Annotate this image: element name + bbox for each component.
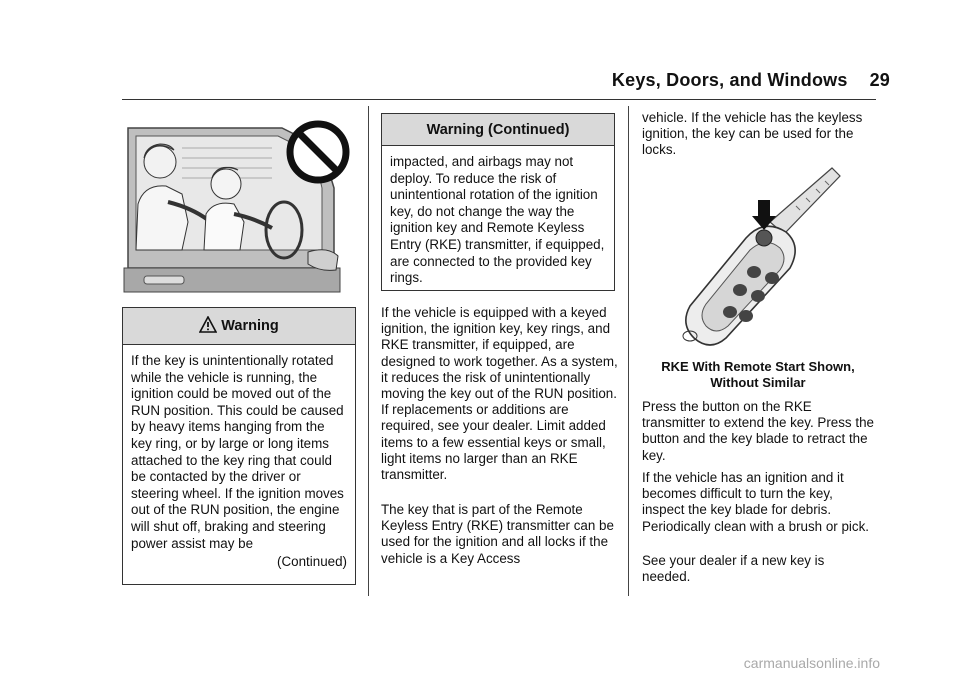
continued-label: (Continued) xyxy=(277,554,347,570)
section-title: Keys, Doors, and Windows xyxy=(611,70,848,90)
warning-header xyxy=(123,308,355,345)
caption-line-2: Without Similar xyxy=(710,375,806,391)
warning-triangle-icon xyxy=(199,316,217,337)
child-in-car-illustration xyxy=(122,118,354,296)
header-rule xyxy=(122,99,876,100)
rke-key-fob-illustration xyxy=(660,160,860,360)
column-divider-1 xyxy=(368,106,369,596)
figure-caption xyxy=(640,359,876,392)
warning-continued-header: Warning (Continued) xyxy=(382,114,614,146)
column-divider-2 xyxy=(628,106,629,596)
caption-line-1: RKE With Remote Start Shown, xyxy=(661,359,855,374)
page-number: 29 xyxy=(869,70,890,90)
extend-key-paragraph: Press the button on the RKE transmitter to extend the key. Press the button and the key blade to retract the key. xyxy=(642,399,874,463)
debris-paragraph: If the vehicle has an ignition and it becomes difficult to turn the key, inspect the key blade for debris. Periodically clean with a brush or pick. xyxy=(642,470,870,534)
dealer-paragraph: See your dealer if a new key is needed. xyxy=(642,553,825,585)
warning-body: If the key is unintentionally rotated while the vehicle is running, the ignition could be moved out of the RUN position. This could be caused by heavy items hanging from the key ring, or by large or long items attached to the key ring that could be contacted by the driver or steering wheel. If the ignition moves out of the RUN position, the engine will shut off, braking and steering power assist may be xyxy=(131,353,344,551)
page-header xyxy=(560,70,890,91)
warning-continued-box xyxy=(381,113,615,291)
warning-box xyxy=(122,307,356,585)
prohibition-icon xyxy=(290,124,346,180)
warning-title: Warning xyxy=(221,318,279,334)
warning-continued-body: impacted, and airbags may not deploy. To reduce the risk of unintentional rotation of the ignition key, do not change the way the ignition key and Remote Keyless Entry (RKE) transmitter, if equipped, are connected to the provided key rings. xyxy=(390,154,605,286)
watermark: carmanualsonline.info xyxy=(743,655,880,671)
rke-key-paragraph: The key that is part of the Remote Keyless Entry (RKE) transmitter can be used for the ignition and all locks if the vehicle is a Key Access xyxy=(381,502,614,566)
keyless-ignition-paragraph: vehicle. If the vehicle has the keyless ignition, the key can be used for the locks. xyxy=(642,110,863,158)
keyed-ignition-paragraph: If the vehicle is equipped with a keyed ignition, the ignition key, key rings, and RKE transmitter, if equipped, are designed to work together. As a system, it reduces the risk of unintentionally moving the key out of the RUN position. If replacements or additions are required, see your dealer. Limit added items to a few essential keys or small, light items no larger than an RKE transmitter. xyxy=(381,305,618,483)
